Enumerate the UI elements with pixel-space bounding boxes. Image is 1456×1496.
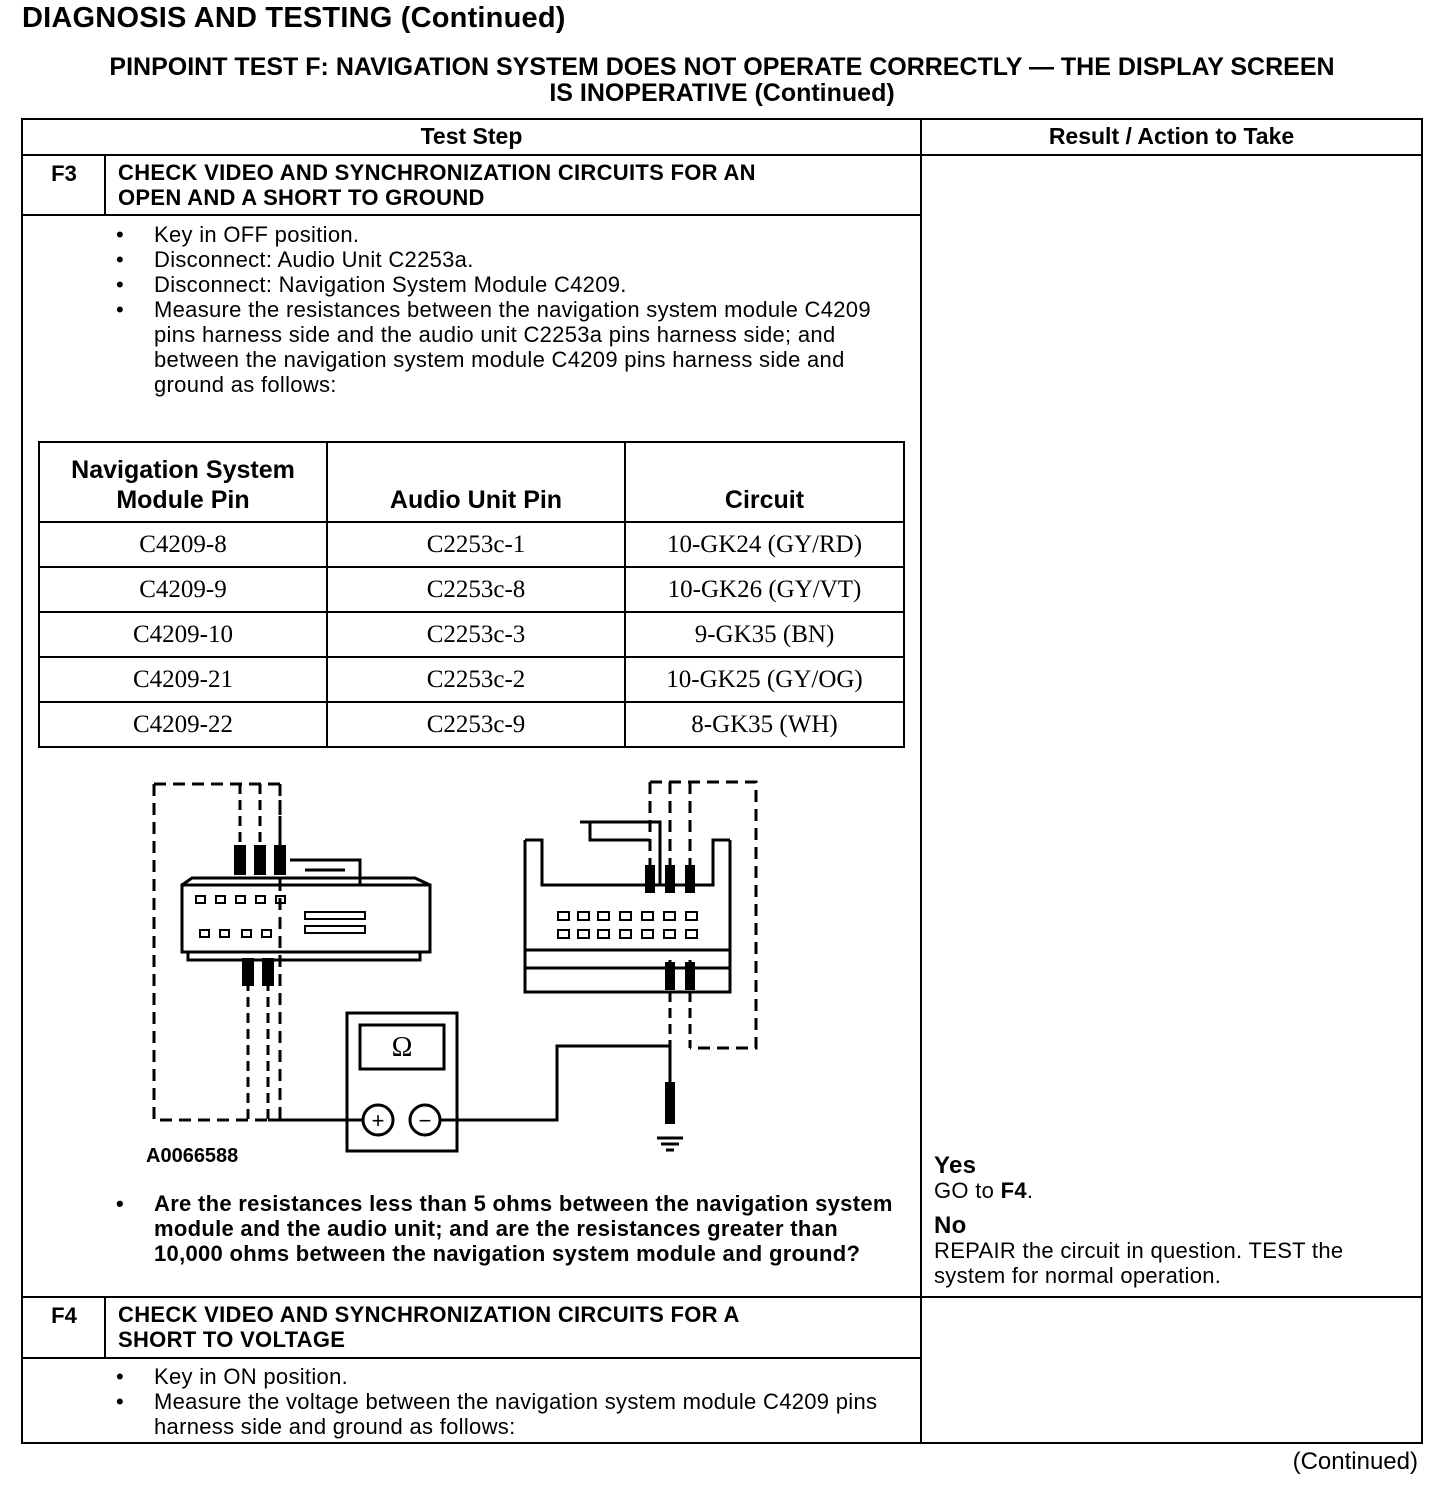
header-divider (21, 154, 1423, 156)
column-header-test-step: Test Step (420, 123, 523, 149)
step-title-f4 (118, 1302, 740, 1352)
step-id-f4: F4 (51, 1303, 77, 1328)
pin-table (38, 441, 905, 748)
table-cell: C4209-9 (39, 567, 327, 612)
figure-id: A0066588 (146, 1145, 239, 1167)
step-title-f4-line-1: CHECK VIDEO AND SYNCHRONIZATION CIRCUITS FOR A (118, 1302, 740, 1327)
table-row (39, 567, 904, 612)
list-item: • Measure the voltage between the navigation system module C4209 pins harness side and ground as follows: (116, 1389, 906, 1439)
f3-result (934, 1153, 1409, 1288)
table-cell: C4209-22 (39, 702, 327, 747)
wiring-diagram (130, 770, 780, 1180)
table-cell: C4209-8 (39, 522, 327, 567)
minus-terminal: − (418, 1108, 432, 1133)
table-cell: C2253c-8 (327, 567, 625, 612)
table-row (39, 522, 904, 567)
f3-question (116, 1191, 906, 1266)
f3-instructions (116, 222, 906, 397)
yes-action-end: . (1026, 1178, 1034, 1203)
yes-label: Yes (934, 1152, 977, 1179)
step-title-f3-line-1: CHECK VIDEO AND SYNCHRONIZATION CIRCUITS FOR AN (118, 160, 756, 185)
no-label: No (934, 1212, 967, 1239)
table-header-row (39, 442, 904, 522)
subtitle-line-1: PINPOINT TEST F: NAVIGATION SYSTEM DOES NOT OPERATE CORRECTLY — THE DISPLAY SCREEN (109, 53, 1335, 81)
column-divider (920, 118, 922, 1444)
list-item: • Disconnect: Navigation System Module C4209. (116, 272, 906, 297)
table-cell: 9-GK35 (BN) (625, 612, 904, 657)
goto-f4-link[interactable]: F4 (1000, 1178, 1027, 1203)
f3-title-divider (21, 214, 921, 216)
yes-action (934, 1178, 1409, 1203)
list-item: • Key in ON position. (116, 1364, 906, 1389)
table-cell: C2253c-3 (327, 612, 625, 657)
step-title-f4-line-2: SHORT TO VOLTAGE (118, 1327, 346, 1352)
table-row (39, 657, 904, 702)
table-cell: 10-GK25 (GY/OG) (625, 657, 904, 702)
column-header-result: Result / Action to Take (1048, 123, 1295, 149)
yes-action-text: GO to (934, 1178, 1001, 1203)
table-header: Navigation System Module Pin (39, 442, 327, 522)
table-header: Circuit (625, 442, 904, 522)
list-item: • Key in OFF position. (116, 222, 906, 247)
continued-label: (Continued) (1292, 1448, 1418, 1475)
subtitle-line-2: IS INOPERATIVE (Continued) (549, 79, 895, 107)
table-cell: C2253c-2 (327, 657, 625, 702)
page-title: DIAGNOSIS AND TESTING (Continued) (22, 2, 566, 34)
pinpoint-test-title (22, 54, 1422, 106)
list-item: • Disconnect: Audio Unit C2253a. (116, 247, 906, 272)
ohm-symbol: Ω (391, 1032, 413, 1063)
table-row (39, 612, 904, 657)
table-cell: C2253c-1 (327, 522, 625, 567)
step-title-f3-line-2: OPEN AND A SHORT TO GROUND (118, 185, 485, 210)
list-item: • Are the resistances less than 5 ohms between the navigation system module and the audio unit; and are the resistances greater than 10,000 ohms between the navigation system module and ground? (116, 1191, 906, 1266)
step-id-f3: F3 (51, 161, 77, 186)
plus-terminal: + (371, 1108, 385, 1133)
table-header: Audio Unit Pin (327, 442, 625, 522)
table-cell: 10-GK24 (GY/RD) (625, 522, 904, 567)
table-row (39, 702, 904, 747)
step-title-f3 (118, 160, 756, 210)
table-cell: C4209-10 (39, 612, 327, 657)
no-action: REPAIR the circuit in question. TEST the system for normal operation. (934, 1238, 1344, 1288)
step-divider (21, 1296, 1423, 1298)
f4-title-divider (21, 1357, 921, 1359)
table-cell: 10-GK26 (GY/VT) (625, 567, 904, 612)
list-item: • Measure the resistances between the navigation system module C4209 pins harness side and the audio unit C2253a pins harness side; and between the navigation system module C4209 pins harness side and ground as follows: (116, 297, 906, 397)
table-cell: C2253c-9 (327, 702, 625, 747)
table-cell: C4209-21 (39, 657, 327, 702)
table-cell: 8-GK35 (WH) (625, 702, 904, 747)
f4-instructions (116, 1364, 906, 1439)
